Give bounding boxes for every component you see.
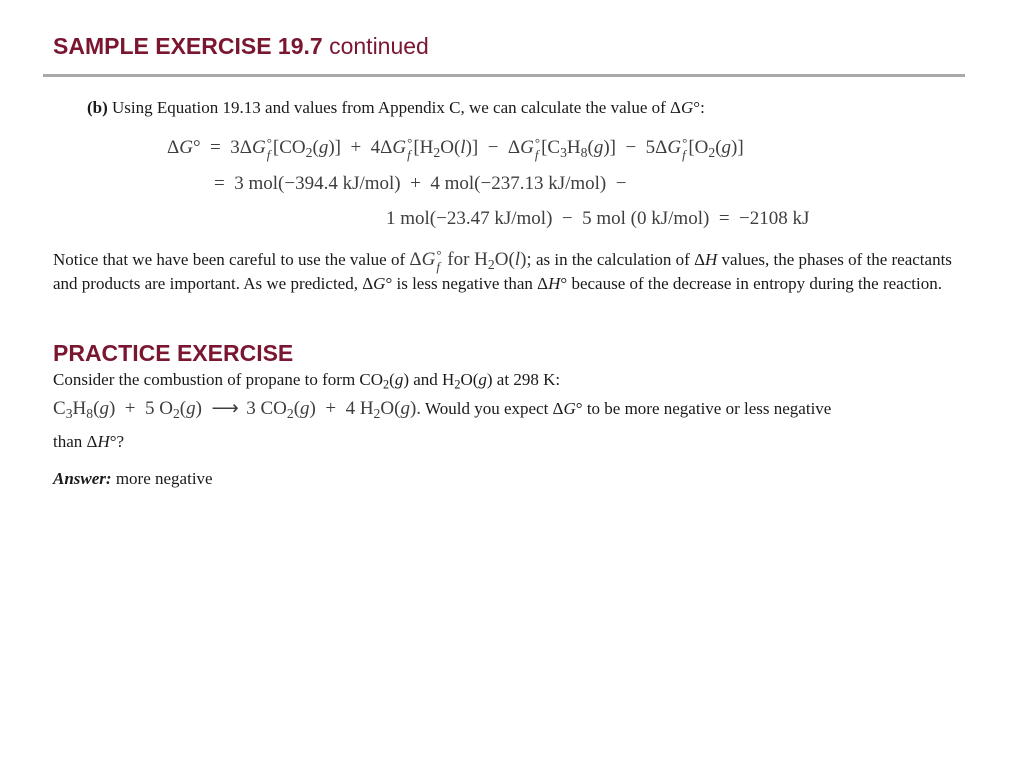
slide-title-bold: SAMPLE EXERCISE 19.7 (53, 33, 323, 59)
answer-text: more negative (115, 469, 213, 488)
notice-paragraph (53, 248, 953, 296)
part-b-text: Using Equation 19.13 and values from Appendix C, we can calculate the value of ΔG°: (112, 98, 705, 117)
combustion-reaction-equation: $C_3H_8(g) + 5$ $O_2(g)$ ⟶ 3 $CO_2(g) + 4$ $H_2O(g)$. (53, 398, 422, 421)
title-divider (43, 74, 965, 77)
slide-title (53, 33, 429, 60)
answer-line (53, 467, 213, 491)
practice-question-part-2: than ΔH°? (53, 432, 125, 451)
practice-question-part-1: Would you expect ΔG° to be more negative or less negative (425, 399, 832, 418)
equation-line-2: = 3 mol(−394.4 kJ/mol) + 4 mol(−237.13 kJ/mol) − (214, 173, 627, 194)
notice-text-after: as in the calculation of ΔH values, the phases of the reactants and products are important. As we predicted, ΔG° is less negative than ΔH° because of the decrease in entropy during the reaction. (53, 250, 952, 294)
practice-reaction-line (53, 397, 831, 420)
slide-title-continued: continued (329, 33, 429, 59)
answer-label: Answer: (53, 469, 112, 488)
notice-text-before: Notice that we have been careful to use the value of (53, 250, 406, 269)
notice-formula: ΔG ° f for $H_2O(l)$; (409, 247, 532, 274)
equation-line-1: ΔG° = 3ΔG ° f $[CO_2(g)] + 4\Delta G$ ° f $[H_2O(l)] - \Delta G$ ° f $[C_3H_8(g)] - 5\Delta G$ ° f $[O_2(g)]$ (167, 135, 744, 162)
reaction-arrow-icon: ⟶ (211, 398, 237, 419)
practice-exercise-heading: PRACTICE EXERCISE (53, 340, 294, 366)
practice-consider-text: Consider the combustion of propane to form $CO_2(g)$ and $H_2O(g)$ at 298 K: (53, 370, 561, 392)
part-b-paragraph (87, 96, 705, 120)
equation-line-3: 1 mol(−23.47 kJ/mol) − 5 mol (0 kJ/mol) = −2108 kJ (386, 208, 810, 229)
part-b-label: (b) (87, 98, 108, 117)
